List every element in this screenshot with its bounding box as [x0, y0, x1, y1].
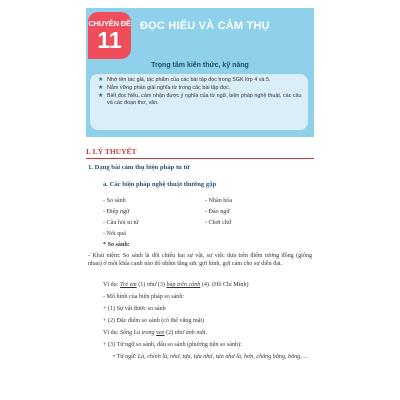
example-subject: Trẻ em	[119, 282, 137, 288]
device-item: - Nói quá	[103, 231, 127, 237]
example-comparison-word: như	[174, 330, 185, 336]
device-item: - Câu hỏi tu từ	[103, 220, 139, 226]
example-prefix: Ví dụ:	[103, 282, 120, 288]
example-suffix: (4). (Hồ Chí Minh)	[200, 282, 249, 288]
star-icon: ★	[98, 77, 104, 83]
chapter-title: ĐỌC HIỂU VÀ CẢM THỤ	[140, 20, 270, 32]
example-feature: veo	[156, 330, 165, 336]
device-item: - Nhân hóa	[205, 198, 233, 204]
star-icon: ★	[98, 85, 104, 91]
model-item: + (3) Từ ngữ so sánh, dấu so sánh (phương tiện so sánh):	[103, 342, 242, 348]
chapter-badge-label: CHUYÊN ĐỀ	[88, 19, 131, 28]
device-item: - Điệp ngữ	[103, 209, 130, 215]
goal-text: Nắm vững phần giải nghĩa từ trong các bài tập đọc.	[107, 85, 231, 91]
section-title: I. LÝ THUYẾT	[86, 147, 137, 156]
example-prefix: Ví dụ:	[103, 330, 120, 336]
model-item: + (1) Sự vật được so sánh	[103, 306, 166, 312]
subsection-heading: 1. Dạng bài cảm thụ biện pháp tu từ	[88, 164, 190, 171]
example-text: trong	[140, 330, 157, 336]
example-marker: (2)	[164, 330, 175, 336]
chapter-number: 11	[97, 27, 122, 53]
goal-text: Nhớ tên tác giả, tác phẩm của các bài tập đọc trong SGK lớp 4 và 5.	[107, 77, 271, 83]
goal-text: Biết đọc hiểu, cảm nhận được ý nghĩa của từ ngữ, biện pháp nghệ thuật, các câu và các đoạn thơ, văn.	[107, 93, 302, 106]
example-1	[103, 282, 249, 288]
device-item: - So sánh	[103, 198, 126, 204]
comparison-words-prefix: • Từ ngữ:	[113, 354, 138, 360]
example-object: búp trên cành	[166, 282, 201, 288]
example-comparison-word: như	[146, 282, 157, 288]
goal-item	[98, 77, 302, 84]
example-marker: (1)	[136, 282, 147, 288]
example-text: ánh mắt.	[184, 330, 208, 336]
section-divider	[86, 158, 314, 159]
goals-box	[90, 74, 308, 130]
comparison-words	[113, 353, 309, 361]
comparison-words-list: Là, chính là, như, tựa, tựa như, tựa như là, hơn, chẳng bằng, bằng, ...	[137, 354, 308, 360]
model-heading: - Mô hình của biện pháp so sánh:	[103, 294, 185, 300]
star-icon: ★	[98, 93, 104, 99]
so-sanh-heading: * So sánh:	[103, 242, 130, 248]
model-item: + (2) Đặc điểm so sánh (có thể vắng mặt)	[103, 318, 205, 324]
subsection-subheading: a. Các biện pháp nghệ thuật thường gặp	[103, 181, 217, 188]
focus-title: Trọng tâm kiến thức, kỹ năng	[151, 62, 249, 69]
definition-paragraph: - Khái niệm: So sánh là đối chiếu hai sự vật, sự việc dựa trên điểm tương đồng (giống nhau) ở một khía cạnh nào đó nhằm tăng sức gợi hình, gợi cảm cho sự diễn đạt.	[88, 253, 312, 268]
example-subject: Sông La	[119, 330, 141, 336]
goal-item	[98, 85, 302, 92]
example-2	[103, 330, 207, 336]
device-item: - Chơi chữ	[205, 220, 232, 226]
example-marker: (3)	[156, 282, 167, 288]
chapter-badge	[88, 12, 131, 59]
device-item: - Đảo ngữ	[205, 209, 230, 215]
goal-item	[98, 93, 302, 107]
